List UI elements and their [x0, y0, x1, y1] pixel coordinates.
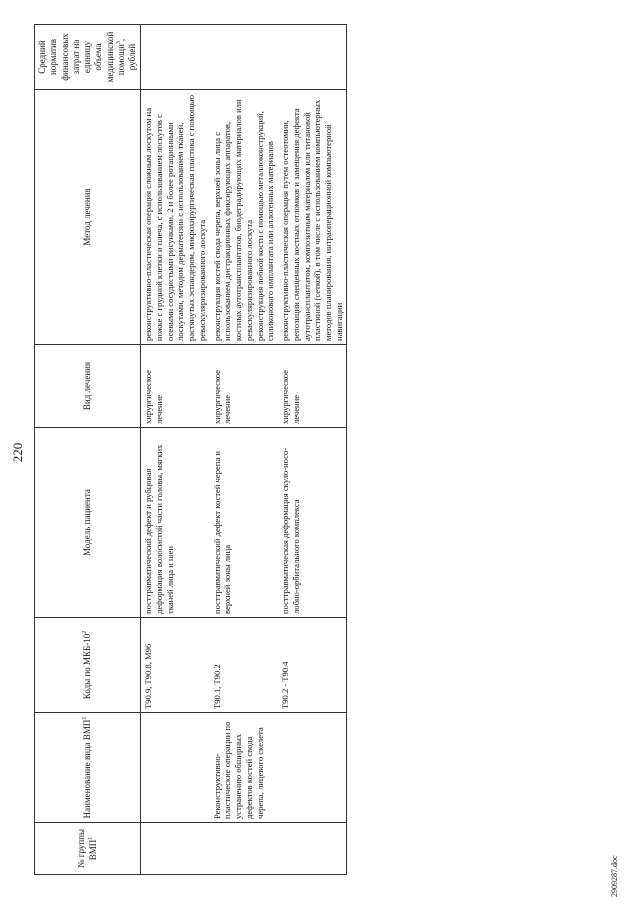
cell-icd-codes: T90.2 - T90.4: [278, 618, 347, 713]
cell-group-no: [141, 823, 210, 875]
cell-icd-codes: T90.9, T90.8, M96: [141, 618, 210, 713]
header-treatment-method: Метод лечения: [35, 90, 141, 345]
cell-treatment-method: реконструктивно-пластическая операция сложным лоскутом на ножке с грудной клетки и плеча, с использованием лоскутов с осевыми сосудистыми рисунками, 2 и более ротационными лоскутами, методом дерматензии с использованием тканей, растянутых эспандером, микрохирургическая пластика с помощью реваскуляризированного лоскута: [141, 90, 210, 345]
cell-patient-model: посттравматический дефект костей черепа и верхней зоны лица: [210, 428, 278, 618]
vmp-table: [34, 24, 347, 875]
cell-treatment-type: хирургическое лечение: [278, 345, 347, 428]
cell-treatment-method: реконструктивно-пластическая операция путем остеотомии, репозиции смещенных костных отломков и замещения дефекта аутотрансплантатом, композитным материалом или титановой пластиной (сеткой), в том числе с использованием компьютерных методов планирования, интраоперационной компьютерной навигации: [278, 90, 347, 345]
cell-vmp-name: Реконструктивно-пластические операции по устранению обширных дефектов костей свода черепа, лицевого скелета: [210, 713, 278, 823]
cell-treatment-type: хирургическое лечение: [141, 345, 210, 428]
cell-vmp-name: [141, 713, 210, 823]
cell-norm-cost: [141, 25, 210, 90]
header-group-no: № группы ВМП$^1$: [35, 823, 141, 875]
header-icd-codes: Коды по МКБ-$10^2$: [35, 618, 141, 713]
header-vmp-name: Наименование вида ВМП$^1$: [35, 713, 141, 823]
table-row: [141, 25, 210, 875]
footer-file-code: 2909287.doc: [610, 855, 619, 897]
cell-vmp-name: [278, 713, 347, 823]
cell-norm-cost: [278, 25, 347, 90]
cell-patient-model: посттравматическая деформация скуло-носо-лобно-орбитального комплекса: [278, 428, 347, 618]
cell-group-no: [210, 823, 278, 875]
header-norm-cost: Средний норматив финансовых затрат на единицу объема медицинской помощи$^3$, рублей: [35, 25, 141, 90]
table-row: [278, 25, 347, 875]
table-header-row: [35, 25, 141, 875]
header-treatment-type: Вид лечения: [35, 345, 141, 428]
page-number: 220: [10, 442, 25, 463]
cell-treatment-type: хирургическое лечение: [210, 345, 278, 428]
cell-patient-model: посттравматический дефект и рубцовая деформация волосистой части головы, мягких тканей лица и шеи: [141, 428, 210, 618]
cell-group-no: [278, 823, 347, 875]
cell-norm-cost: [210, 25, 278, 90]
header-patient-model: Модель пациента: [35, 428, 141, 618]
table-row: [210, 25, 278, 875]
cell-treatment-method: реконструкция костей свода черепа, верхней зоны лица с использованием дистракционных фиксирующих аппаратов, костных аутотрансплантатов, биодеградирующих материалов или реваскуляризированного лоскута реконструкция лобной кости с помощью металлоконструкций, силиконового имплантата или аллогенных материалов: [210, 90, 278, 345]
cell-icd-codes: T90.1, T90.2: [210, 618, 278, 713]
